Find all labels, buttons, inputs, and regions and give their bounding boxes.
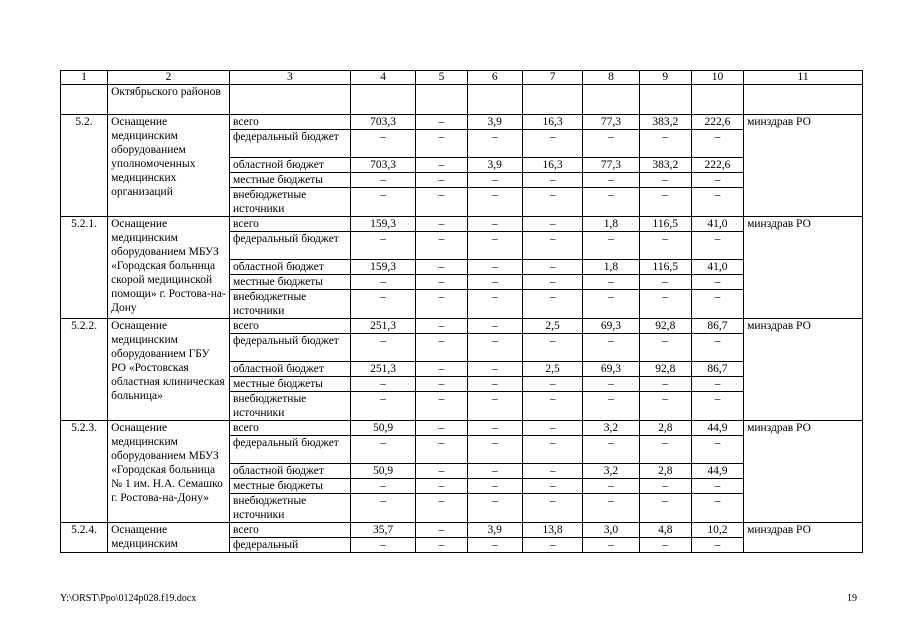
value-cell: 10,2: [691, 523, 743, 538]
value-cell: 69,3: [583, 319, 639, 334]
value-cell: –: [416, 260, 467, 275]
value-cell: 159,3: [350, 217, 416, 232]
row-number-cell: 5.2.2.: [61, 319, 108, 421]
source-cell: всего: [229, 217, 350, 232]
file-path-footer: Y:\ORST\Ppo\0124p028.f19.docx: [60, 593, 197, 604]
value-cell: –: [350, 479, 416, 494]
value-cell: 2,8: [639, 421, 691, 436]
measure-name-cell: Оснащение медицинским: [108, 523, 230, 553]
value-cell: 159,3: [350, 260, 416, 275]
value-cell: –: [416, 319, 467, 334]
ministry-cell: минздрав РО: [744, 421, 863, 523]
value-cell: –: [583, 275, 639, 290]
value-cell: 50,9: [350, 421, 416, 436]
value-cell: –: [416, 464, 467, 479]
value-cell: –: [467, 421, 522, 436]
source-cell: федеральный бюджет: [229, 130, 350, 158]
ministry-cell: минздрав РО: [744, 523, 863, 553]
value-cell: –: [639, 479, 691, 494]
value-cell: 3,2: [583, 421, 639, 436]
value-cell: –: [583, 334, 639, 362]
source-cell: местные бюджеты: [229, 479, 350, 494]
value-cell: –: [691, 130, 743, 158]
value-cell: –: [522, 290, 582, 319]
value-cell: –: [639, 334, 691, 362]
source-cell: внебюджетные источники: [229, 392, 350, 421]
source-cell: федеральный бюджет: [229, 232, 350, 260]
header-cell: 1: [61, 71, 108, 85]
row-number-cell: 5.2.3.: [61, 421, 108, 523]
value-cell: –: [350, 377, 416, 392]
table-row: [61, 319, 863, 334]
value-cell: [691, 85, 743, 115]
value-cell: 44,9: [691, 421, 743, 436]
value-cell: –: [639, 392, 691, 421]
value-cell: –: [583, 188, 639, 217]
header-cell: 6: [467, 71, 522, 85]
value-cell: 2,5: [522, 362, 582, 377]
value-cell: –: [416, 523, 467, 538]
value-cell: –: [416, 494, 467, 523]
table-row: [61, 523, 863, 538]
value-cell: –: [583, 173, 639, 188]
value-cell: –: [639, 290, 691, 319]
row-number-cell: 5.2.4.: [61, 523, 108, 553]
value-cell: 222,6: [691, 158, 743, 173]
value-cell: –: [467, 538, 522, 553]
value-cell: –: [467, 173, 522, 188]
source-cell: внебюджетные источники: [229, 290, 350, 319]
value-cell: –: [350, 392, 416, 421]
value-cell: –: [416, 421, 467, 436]
value-cell: –: [350, 173, 416, 188]
value-cell: –: [522, 232, 582, 260]
value-cell: [467, 85, 522, 115]
header-cell: 7: [522, 71, 582, 85]
value-cell: –: [350, 494, 416, 523]
value-cell: 50,9: [350, 464, 416, 479]
source-cell: внебюджетные источники: [229, 188, 350, 217]
source-cell: областной бюджет: [229, 158, 350, 173]
value-cell: 4,8: [639, 523, 691, 538]
value-cell: –: [583, 538, 639, 553]
value-cell: –: [639, 494, 691, 523]
value-cell: –: [522, 188, 582, 217]
value-cell: –: [639, 173, 691, 188]
value-cell: –: [522, 436, 582, 464]
value-cell: [583, 85, 639, 115]
table-row: [61, 115, 863, 130]
source-cell: федеральный бюджет: [229, 436, 350, 464]
value-cell: –: [691, 275, 743, 290]
value-cell: 703,3: [350, 158, 416, 173]
value-cell: –: [583, 392, 639, 421]
value-cell: –: [467, 436, 522, 464]
ministry-cell: [744, 85, 863, 115]
value-cell: 116,5: [639, 217, 691, 232]
value-cell: [416, 85, 467, 115]
value-cell: –: [416, 392, 467, 421]
value-cell: 16,3: [522, 115, 582, 130]
source-cell: всего: [229, 115, 350, 130]
value-cell: 251,3: [350, 362, 416, 377]
value-cell: –: [350, 232, 416, 260]
value-cell: –: [467, 275, 522, 290]
source-cell: местные бюджеты: [229, 275, 350, 290]
value-cell: –: [691, 494, 743, 523]
value-cell: –: [639, 130, 691, 158]
table-row: [61, 217, 863, 232]
value-cell: 69,3: [583, 362, 639, 377]
value-cell: –: [467, 290, 522, 319]
value-cell: –: [467, 392, 522, 421]
value-cell: –: [639, 188, 691, 217]
value-cell: –: [522, 538, 582, 553]
measure-name-cell: Оснащение медицинским оборудованием МБУЗ «Городская больница скорой медицинской помощи» г. Ростова-на-Дону: [108, 217, 230, 319]
value-cell: 703,3: [350, 115, 416, 130]
value-cell: 2,5: [522, 319, 582, 334]
value-cell: 383,2: [639, 115, 691, 130]
value-cell: –: [522, 392, 582, 421]
value-cell: –: [350, 334, 416, 362]
measure-name-cell: Октябрьского районов: [108, 85, 230, 115]
value-cell: 86,7: [691, 319, 743, 334]
value-cell: –: [350, 275, 416, 290]
value-cell: –: [691, 377, 743, 392]
value-cell: –: [639, 538, 691, 553]
value-cell: –: [416, 275, 467, 290]
source-cell: всего: [229, 421, 350, 436]
table-body: [61, 71, 863, 553]
value-cell: –: [467, 232, 522, 260]
value-cell: –: [639, 275, 691, 290]
source-cell: федеральный бюджет: [229, 334, 350, 362]
value-cell: –: [522, 377, 582, 392]
value-cell: –: [416, 217, 467, 232]
value-cell: –: [691, 538, 743, 553]
value-cell: –: [467, 494, 522, 523]
value-cell: –: [416, 334, 467, 362]
value-cell: –: [522, 260, 582, 275]
value-cell: –: [350, 188, 416, 217]
source-cell: местные бюджеты: [229, 173, 350, 188]
value-cell: 116,5: [639, 260, 691, 275]
value-cell: –: [639, 436, 691, 464]
value-cell: –: [416, 158, 467, 173]
ministry-cell: минздрав РО: [744, 319, 863, 421]
value-cell: –: [639, 232, 691, 260]
value-cell: –: [416, 290, 467, 319]
value-cell: –: [583, 436, 639, 464]
value-cell: 92,8: [639, 362, 691, 377]
value-cell: 44,9: [691, 464, 743, 479]
value-cell: –: [416, 479, 467, 494]
value-cell: –: [467, 479, 522, 494]
value-cell: 77,3: [583, 115, 639, 130]
value-cell: –: [691, 232, 743, 260]
value-cell: –: [583, 479, 639, 494]
measure-name-cell: Оснащение медицинским оборудованием ГБУ РО «Ростовская областная клиническая больница»: [108, 319, 230, 421]
value-cell: 16,3: [522, 158, 582, 173]
value-cell: –: [416, 538, 467, 553]
value-cell: –: [467, 334, 522, 362]
header-cell: 2: [108, 71, 230, 85]
header-cell: 9: [639, 71, 691, 85]
value-cell: –: [350, 538, 416, 553]
value-cell: 222,6: [691, 115, 743, 130]
source-cell: областной бюджет: [229, 362, 350, 377]
value-cell: 35,7: [350, 523, 416, 538]
value-cell: –: [350, 130, 416, 158]
value-cell: –: [416, 436, 467, 464]
value-cell: –: [467, 464, 522, 479]
value-cell: –: [583, 377, 639, 392]
value-cell: –: [416, 130, 467, 158]
value-cell: –: [467, 319, 522, 334]
value-cell: –: [522, 173, 582, 188]
value-cell: –: [691, 173, 743, 188]
value-cell: –: [583, 290, 639, 319]
value-cell: –: [416, 232, 467, 260]
source-cell: областной бюджет: [229, 260, 350, 275]
header-cell: 11: [744, 71, 863, 85]
source-cell: местные бюджеты: [229, 377, 350, 392]
value-cell: –: [467, 188, 522, 217]
continuation-row: [61, 85, 863, 115]
value-cell: 1,8: [583, 260, 639, 275]
row-number-cell: 5.2.: [61, 115, 108, 217]
header-cell: 10: [691, 71, 743, 85]
source-cell: областной бюджет: [229, 464, 350, 479]
header-cell: 5: [416, 71, 467, 85]
value-cell: [639, 85, 691, 115]
header-cell: 8: [583, 71, 639, 85]
value-cell: –: [416, 173, 467, 188]
source-cell: всего: [229, 319, 350, 334]
ministry-cell: минздрав РО: [744, 217, 863, 319]
value-cell: –: [522, 421, 582, 436]
value-cell: –: [416, 377, 467, 392]
value-cell: 92,8: [639, 319, 691, 334]
value-cell: 86,7: [691, 362, 743, 377]
value-cell: –: [522, 130, 582, 158]
value-cell: 3,9: [467, 115, 522, 130]
value-cell: –: [691, 334, 743, 362]
value-cell: 2,8: [639, 464, 691, 479]
value-cell: –: [691, 479, 743, 494]
value-cell: –: [467, 362, 522, 377]
value-cell: –: [583, 232, 639, 260]
source-cell: всего: [229, 523, 350, 538]
value-cell: 3,2: [583, 464, 639, 479]
value-cell: –: [467, 260, 522, 275]
header-cell: 3: [229, 71, 350, 85]
value-cell: [350, 85, 416, 115]
source-cell: внебюджетные источники: [229, 494, 350, 523]
ministry-cell: минздрав РО: [744, 115, 863, 217]
value-cell: 1,8: [583, 217, 639, 232]
value-cell: –: [416, 188, 467, 217]
value-cell: 3,9: [467, 158, 522, 173]
value-cell: –: [522, 334, 582, 362]
value-cell: –: [583, 130, 639, 158]
header-cell: 4: [350, 71, 416, 85]
row-number-cell: 5.2.1.: [61, 217, 108, 319]
row-number-cell: [61, 85, 108, 115]
value-cell: 3,0: [583, 523, 639, 538]
value-cell: –: [416, 115, 467, 130]
header-row: [61, 71, 863, 85]
value-cell: [522, 85, 582, 115]
value-cell: –: [639, 377, 691, 392]
value-cell: 383,2: [639, 158, 691, 173]
page-number: 19: [847, 593, 857, 604]
source-cell: [229, 85, 350, 115]
value-cell: –: [350, 290, 416, 319]
value-cell: –: [691, 290, 743, 319]
value-cell: –: [691, 188, 743, 217]
measure-name-cell: Оснащение медицинским оборудованием МБУЗ «Городская больница № 1 им. Н.А. Семашко г. Ростова-на-Дону»: [108, 421, 230, 523]
value-cell: 251,3: [350, 319, 416, 334]
value-cell: 41,0: [691, 260, 743, 275]
value-cell: –: [522, 494, 582, 523]
value-cell: –: [522, 275, 582, 290]
program-table: [60, 70, 863, 553]
value-cell: –: [467, 130, 522, 158]
value-cell: –: [416, 362, 467, 377]
value-cell: 3,9: [467, 523, 522, 538]
value-cell: 41,0: [691, 217, 743, 232]
value-cell: –: [691, 436, 743, 464]
value-cell: –: [691, 392, 743, 421]
value-cell: 13,8: [522, 523, 582, 538]
table-row: [61, 421, 863, 436]
value-cell: –: [522, 464, 582, 479]
source-cell: федеральный: [229, 538, 350, 553]
value-cell: 77,3: [583, 158, 639, 173]
value-cell: –: [583, 494, 639, 523]
value-cell: –: [522, 479, 582, 494]
value-cell: –: [522, 217, 582, 232]
value-cell: –: [467, 217, 522, 232]
value-cell: –: [467, 377, 522, 392]
measure-name-cell: Оснащение медицинским оборудованием уполномоченных медицинских организаций: [108, 115, 230, 217]
value-cell: –: [350, 436, 416, 464]
